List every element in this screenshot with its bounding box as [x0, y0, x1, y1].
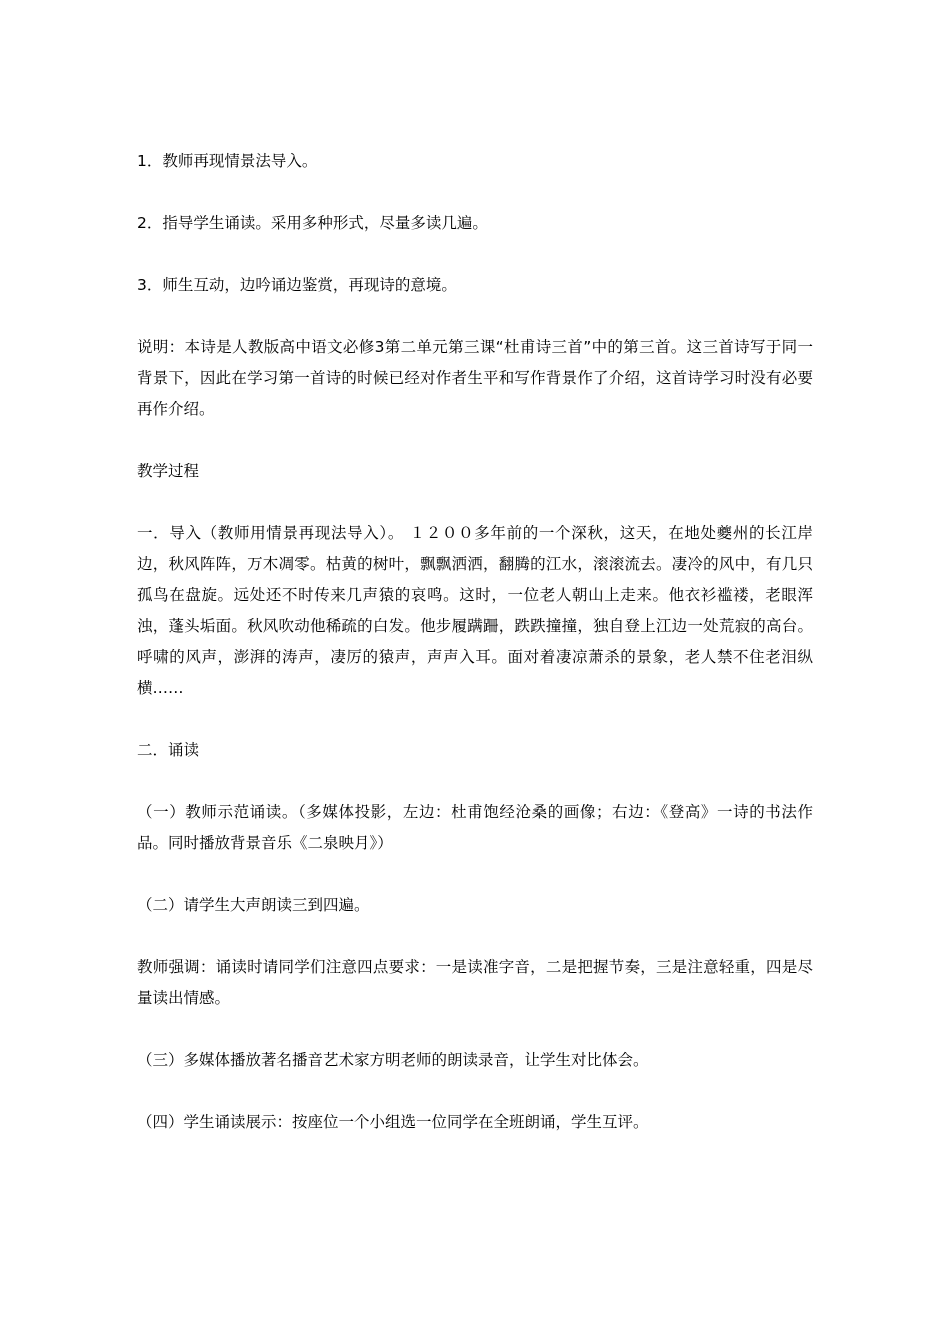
teacher-emphasis-paragraph: 教师强调：诵读时请同学们注意四点要求：一是读准字音，二是把握节奏，三是注意轻重，四是尽量读出情感。 [137, 958, 813, 1007]
explanation-paragraph: 说明：本诗是人教版高中语文必修3第二单元第三课“杜甫诗三首”中的第三首。这三首诗写于同一背景下，因此在学习第一首诗的时候已经对作者生平和写作背景作了介绍，这首诗学习时没有必要再作介绍。 [137, 338, 813, 418]
step-1-paragraph: 1．教师再现情景法导入。 [137, 152, 318, 170]
document-body [137, 146, 813, 1169]
recitation-step-1-paragraph: （一）教师示范诵读。（多媒体投影，左边：杜甫饱经沧桑的画像；右边：《登高》一诗的书法作品。同时播放背景音乐《二泉映月》） [137, 803, 813, 852]
recitation-step-3-paragraph: （三）多媒体播放著名播音艺术家方明老师的朗读录音，让学生对比体会。 [137, 1051, 649, 1069]
section-heading-recitation: 二．诵读 [137, 741, 200, 759]
step-3-paragraph: 3．师生互动，边吟诵边鉴赏，再现诗的意境。 [137, 276, 457, 294]
introduction-paragraph: 一．导入（教师用情景再现法导入）。 １２００多年前的一个深秋，这天，在地处夔州的长江岸边，秋风阵阵，万木凋零。枯黄的树叶，飘飘洒洒，翻腾的江水，滚滚流去。凄冷的风中，有几只孤鸟在盘旋。远处还不时传来几声猿的哀鸣。这时，一位老人朝山上走来。他衣衫褴褛，老眼浑浊，蓬头垢面。秋风吹动他稀疏的白发。他步履蹒跚，跌跌撞撞，独自登上江边一处荒寂的高台。呼啸的风声，澎湃的涛声，凄厉的猿声，声声入耳。面对着凄凉萧杀的景象，老人禁不住老泪纵横…… [137, 524, 813, 697]
recitation-step-2-paragraph: （二）请学生大声朗读三到四遍。 [137, 896, 370, 914]
step-2-paragraph: 2．指导学生诵读。采用多种形式，尽量多读几遍。 [137, 214, 488, 232]
section-heading-teaching-process: 教学过程 [137, 462, 200, 480]
recitation-step-4-paragraph: （四）学生诵读展示：按座位一个小组选一位同学在全班朗诵，学生互评。 [137, 1113, 649, 1131]
